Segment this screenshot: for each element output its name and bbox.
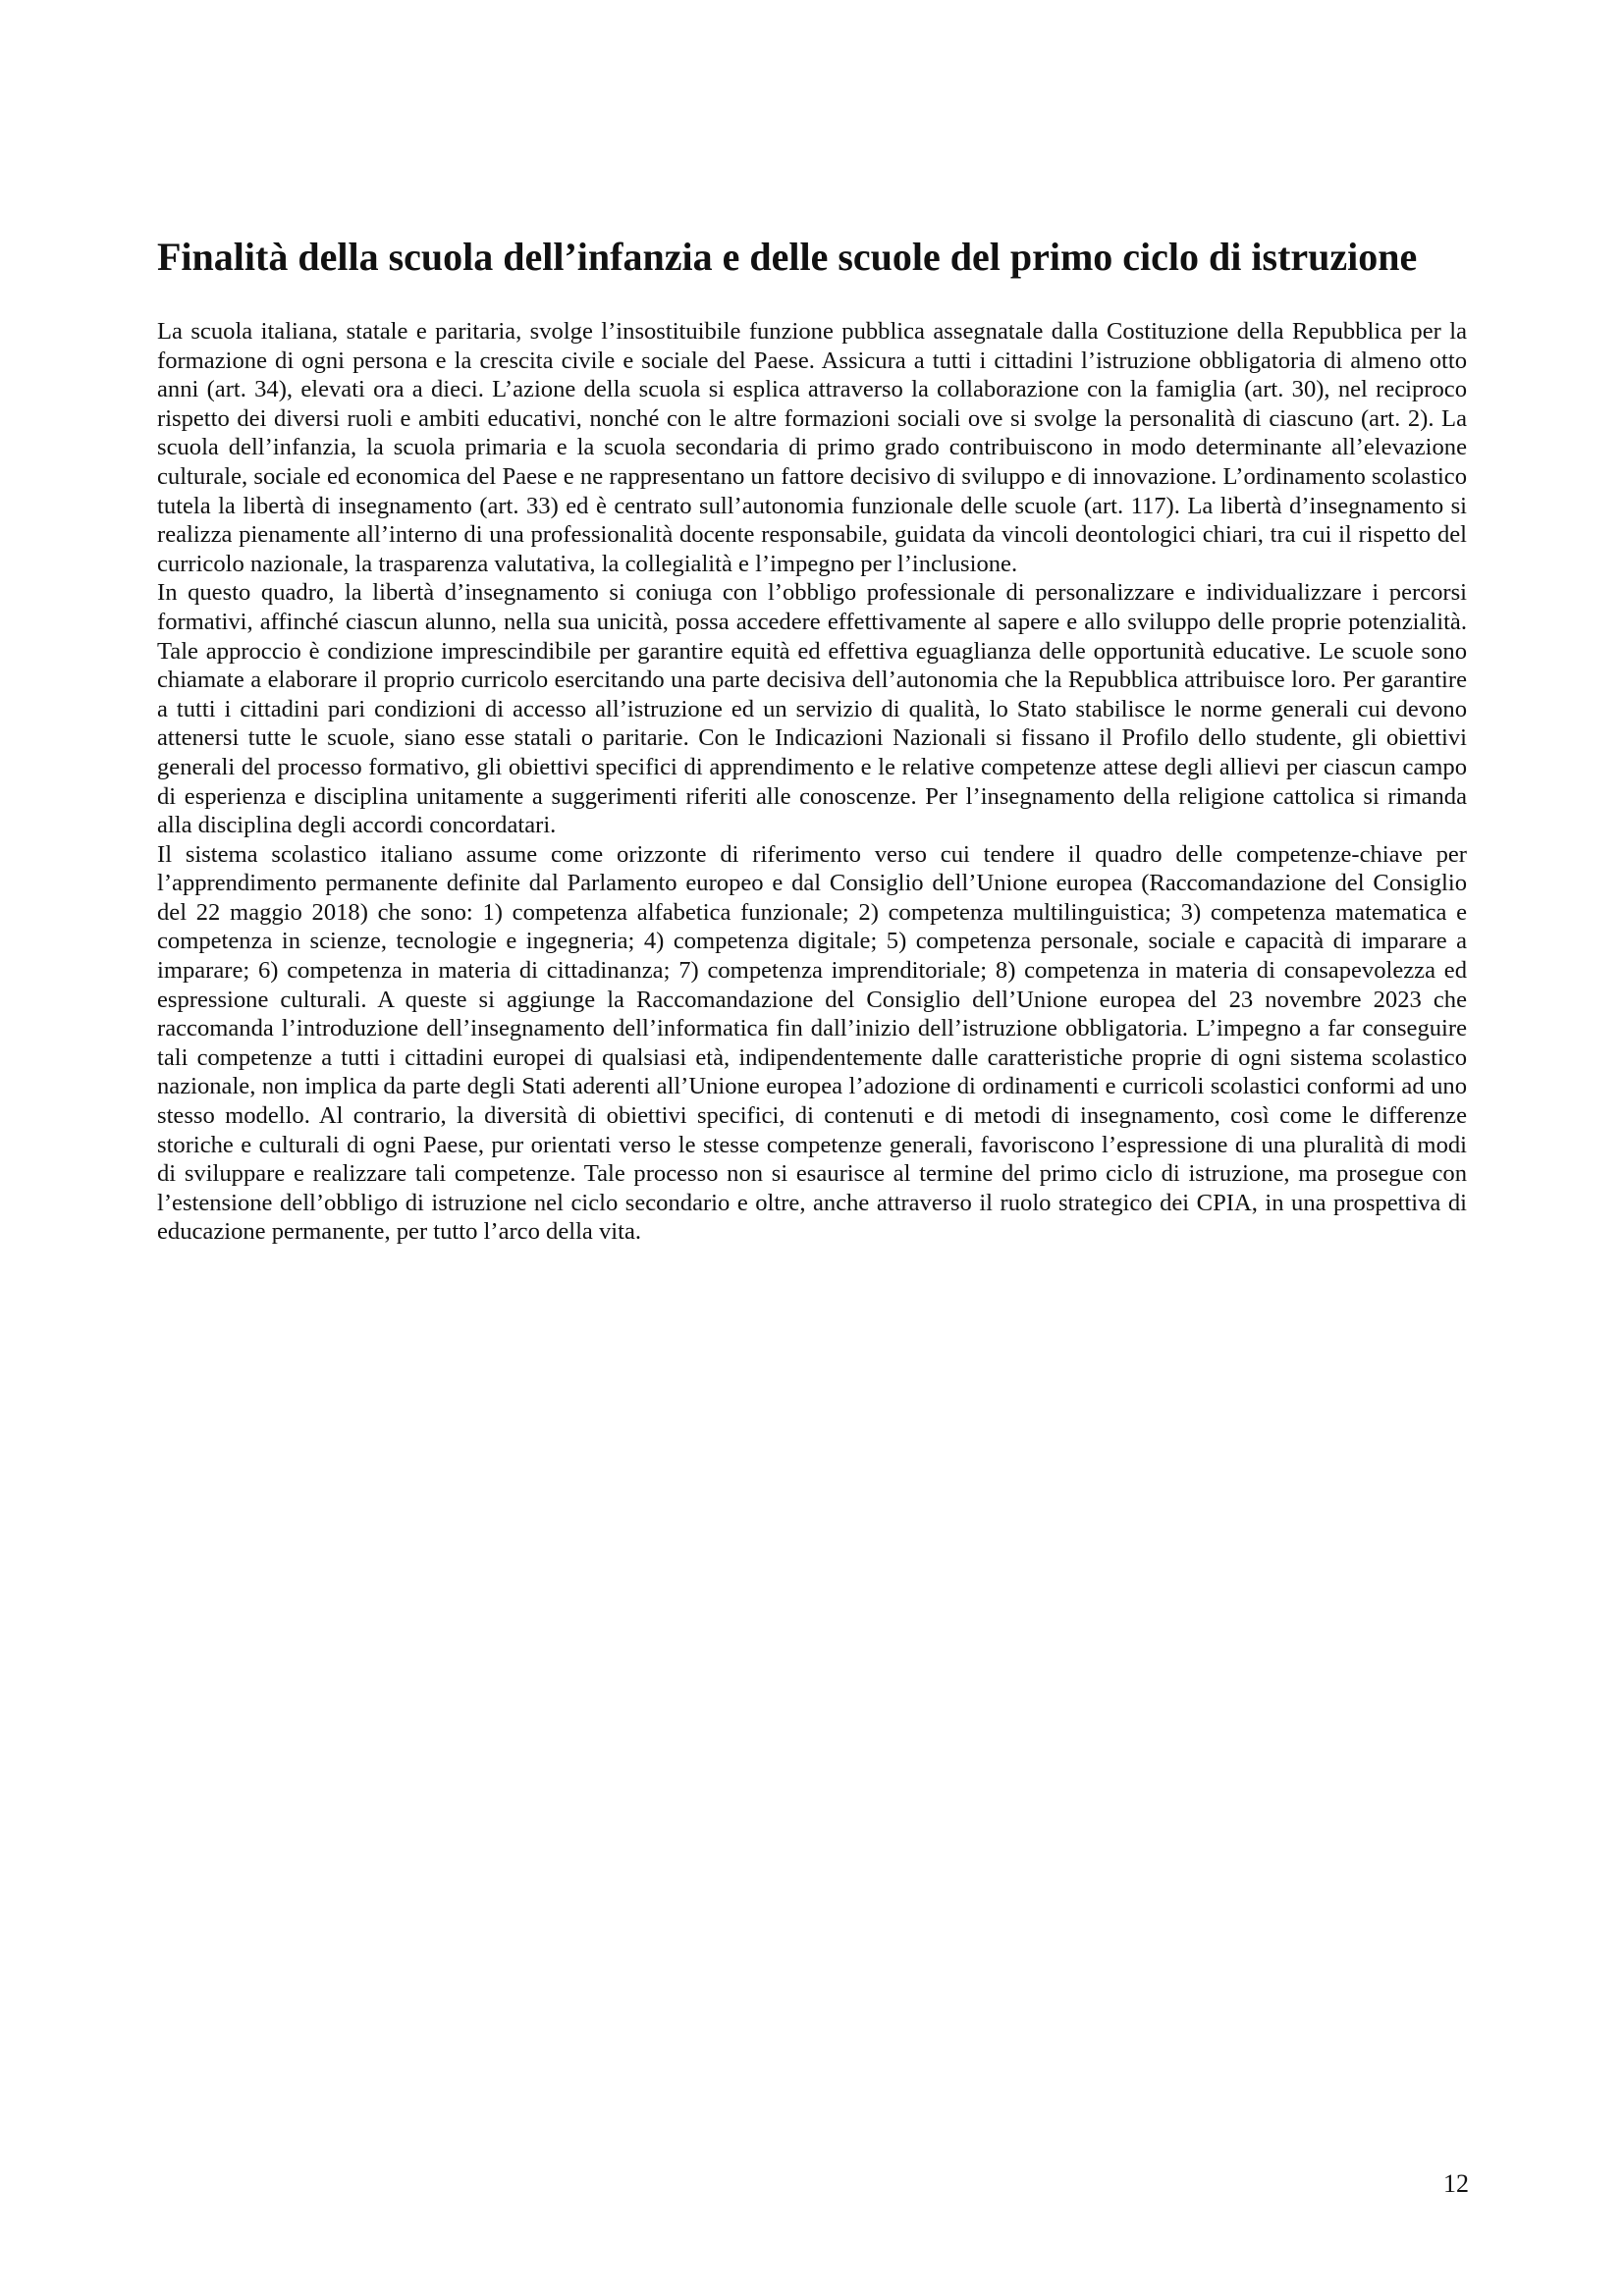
paragraph-3: Il sistema scolastico italiano assume come orizzonte di riferimento verso cui tendere il quadro delle competenze-chiave per l’apprendimento permanente definite dal Parlamento europeo e dal Consiglio dell’Unione europea (Raccomandazione del Consiglio del 22 maggio 2018) che sono: 1) competenza alfabetica funzionale; 2) competenza multilinguistica; 3) competenza matematica e competenza in scienze, tecnologie e ingegneria; 4) competenza digitale; 5) competenza personale, sociale e capacità di imparare a imparare; 6) competenza in materia di cittadinanza; 7) competenza imprenditoriale; 8) competenza in materia di consapevolezza ed espressione culturali. A queste si aggiunge la Raccomandazione del Consiglio dell’Unione europea del 23 novembre 2023 che raccomanda l’introduzione dell’insegnamento dell’informatica fin dall’inizio dell’istruzione obbligatoria. L’impegno a far conseguire tali competenze a tutti i cittadini europei di qualsiasi età, indipendentemente dalle caratteristiche proprie di ogni sistema scolastico nazionale, non implica da parte degli Stati aderenti all’Unione europea l’adozione di ordinamenti e curricoli scolastici conformi ad uno stesso modello. Al contrario, la diversità di obiettivi specifici, di contenuti e di metodi di insegnamento, così come le differenze storiche e culturali di ogni Paese, pur orientati verso le stesse competenze generali, favoriscono l’espressione di una pluralità di modi di sviluppare e realizzare tali competenze. Tale processo non si esaurisce al termine del primo ciclo di istruzione, ma prosegue con l’estensione dell’obbligo di istruzione nel ciclo secondario e oltre, anche attraverso il ruolo strategico dei CPIA, in una prospettiva di educazione permanente, per tutto l’arco della vita. (157, 840, 1467, 1246)
paragraph-1: La scuola italiana, statale e paritaria, svolge l’insostituibile funzione pubblica assegnatale dalla Costituzione della Repubblica per la formazione di ogni persona e la crescita civile e sociale del Paese. Assicura a tutti i cittadini l’istruzione obbligatoria di almeno otto anni (art. 34), elevati ora a dieci. L’azione della scuola si esplica attraverso la collaborazione con la famiglia (art. 30), nel reciproco rispetto dei diversi ruoli e ambiti educativi, nonché con le altre formazioni sociali ove si svolge la personalità di ciascuno (art. 2). La scuola dell’infanzia, la scuola primaria e la scuola secondaria di primo grado contribuiscono in modo determinante all’elevazione culturale, sociale ed economica del Paese e ne rappresentano un fattore decisivo di sviluppo e di innovazione. L’ordinamento scolastico tutela la libertà di insegnamento (art. 33) ed è centrato sull’autonomia funzionale delle scuole (art. 117). La libertà d’insegnamento si realizza pienamente all’interno di una professionalità docente responsabile, guidata da vincoli deontologici chiari, tra cui il rispetto del curricolo nazionale, la trasparenza valutativa, la collegialità e l’impegno per l’inclusione. (157, 318, 1467, 577)
body-text (157, 317, 1467, 1247)
paragraph-2: In questo quadro, la libertà d’insegnamento si coniuga con l’obbligo professionale di personalizzare e individualizzare i percorsi formativi, affinché ciascun alunno, nella sua unicità, possa accedere effettivamente al sapere e allo sviluppo delle proprie potenzialità. Tale approccio è condizione imprescindibile per garantire equità ed effettiva eguaglianza delle opportunità educative. Le scuole sono chiamate a elaborare il proprio curricolo esercitando una parte decisiva dell’autonomia che la Repubblica attribuisce loro. Per garantire a tutti i cittadini pari condizioni di accesso all’istruzione ed un servizio di qualità, lo Stato stabilisce le norme generali cui devono attenersi tutte le scuole, siano esse statali o paritarie. Con le Indicazioni Nazionali si fissano il Profilo dello studente, gli obiettivi generali del processo formativo, gli obiettivi specifici di apprendimento e le relative competenze attese degli allievi per ciascun campo di esperienza e disciplina unitamente a suggerimenti riferiti alle conoscenze. Per l’insegnamento della religione cattolica si rimanda alla disciplina degli accordi concordatari. (157, 579, 1467, 839)
page-number: 12 (1443, 2169, 1469, 2198)
page-title: Finalità della scuola dell’infanzia e delle scuole del primo ciclo di istruzione (157, 235, 1418, 279)
